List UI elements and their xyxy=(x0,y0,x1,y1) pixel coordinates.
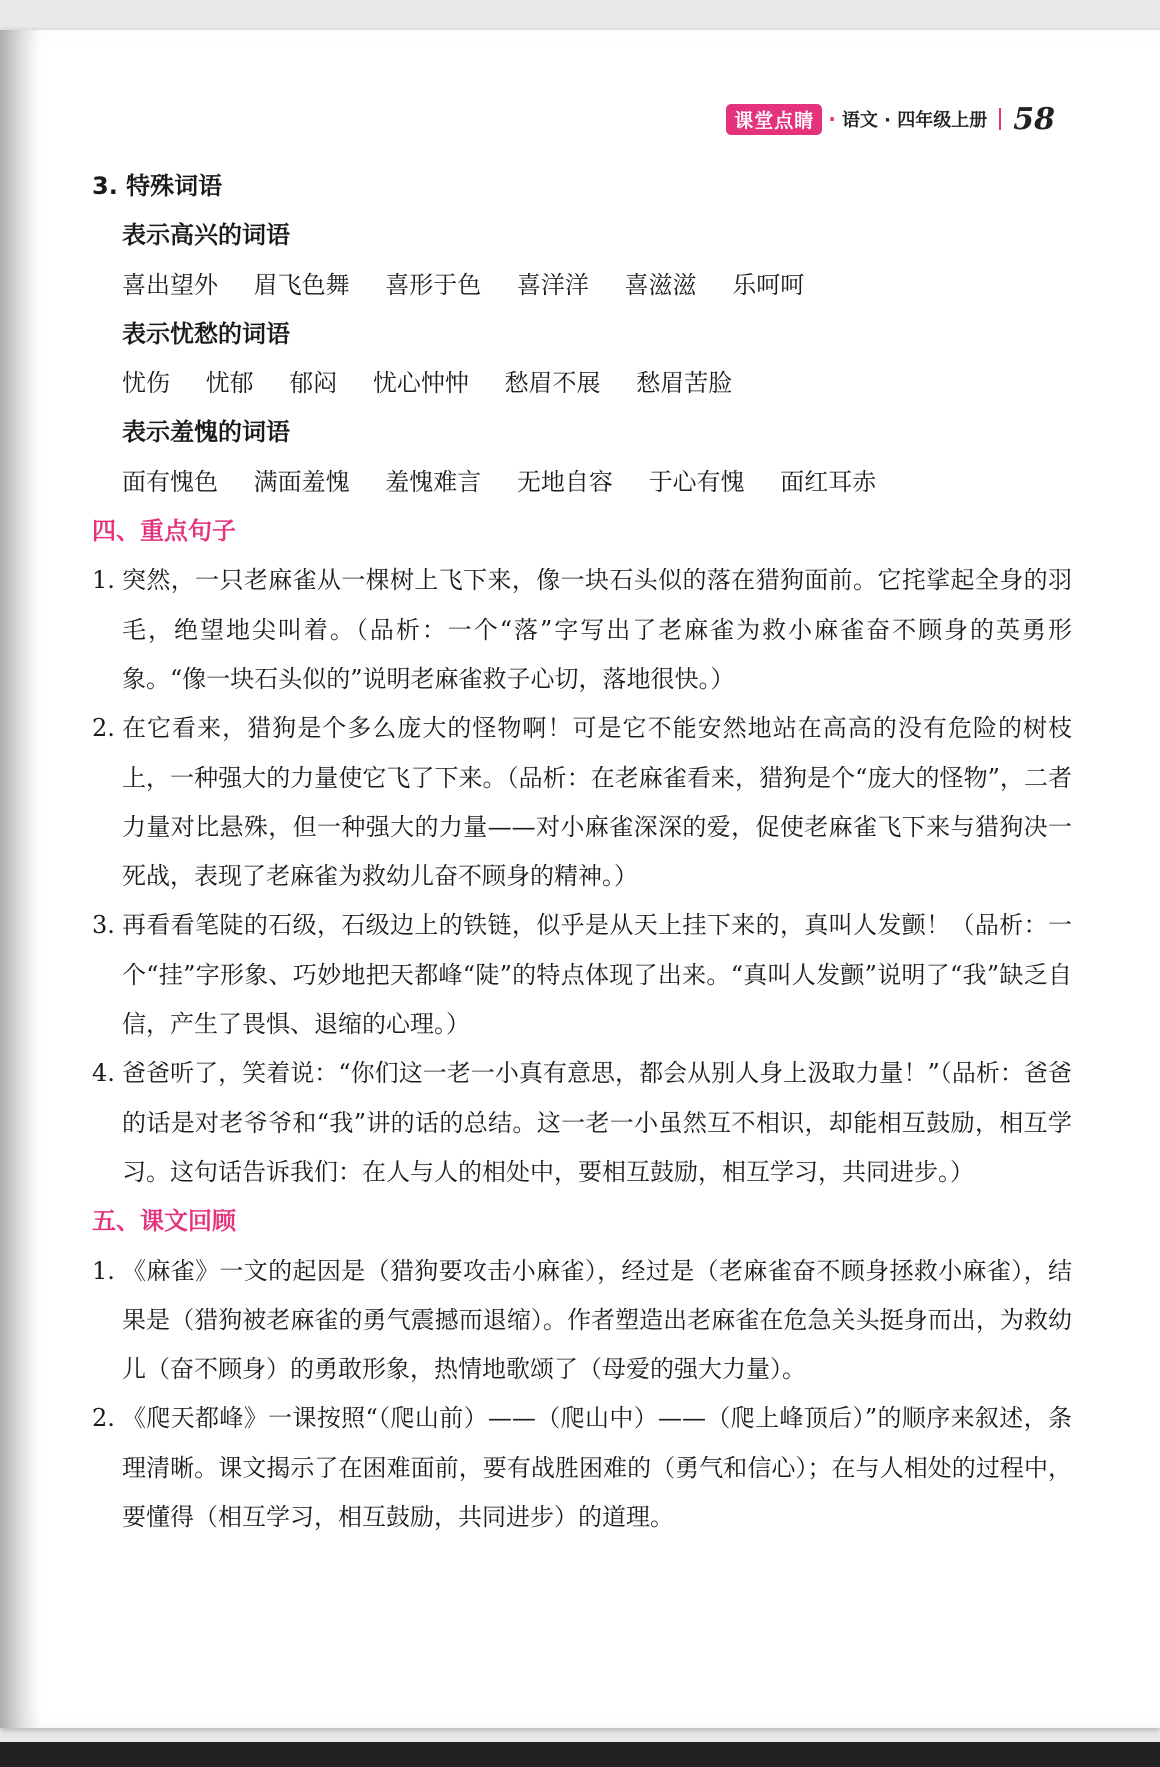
item-number: 4. xyxy=(92,1059,115,1088)
item-text: 爸爸听了，笑着说：“你们这一老一小真有意思，都会从别人身上汲取力量！”（品析：爸爸的话是对老爷爷和“我”讲的话的总结。这一老一小虽然互不相识，却能相互鼓励，相互学习。这句话告诉我们：在人与人的相处中，要相互鼓励，相互学习，共同进步。） xyxy=(122,1059,1072,1186)
key-sentence-item xyxy=(92,556,1072,704)
group-label-ashamed: 表示羞愧的词语 xyxy=(122,418,290,447)
section5-title: 五、课文回顾 xyxy=(92,1207,236,1236)
word: 郁闷 xyxy=(289,369,338,398)
bottom-bar xyxy=(0,1742,1160,1767)
item-number: 1. xyxy=(92,1256,115,1285)
word: 于心有愧 xyxy=(648,467,745,496)
group-label-happy: 表示高兴的词语 xyxy=(122,221,290,250)
key-sentence-item xyxy=(92,1049,1072,1197)
item-number: 2. xyxy=(92,1404,115,1433)
section4-title: 四、重点句子 xyxy=(92,517,236,546)
word: 忧伤 xyxy=(122,369,170,398)
word: 乐呵呵 xyxy=(732,270,805,299)
item-number: 3. xyxy=(92,911,115,940)
header-dot: · xyxy=(828,107,836,131)
word: 面红耳赤 xyxy=(780,467,877,496)
word: 忧郁 xyxy=(205,369,254,398)
header-separator xyxy=(999,108,1001,130)
word-list-happy xyxy=(92,261,1072,310)
item-text: 《麻雀》一文的起因是（猎狗要攻击小麻雀），经过是（老麻雀奋不顾身拯救小麻雀），结果是（猎狗被老麻雀的勇气震撼而退缩）。作者塑造出老麻雀在危急关头挺身而出，为救幼儿（奋不顾身）的勇敢形象，热情地歌颂了（母爱的强大力量）。 xyxy=(122,1256,1072,1384)
page-content xyxy=(92,162,1072,1542)
word: 喜出望外 xyxy=(122,270,218,299)
review-item xyxy=(92,1394,1072,1542)
section3-title: 3. 特殊词语 xyxy=(92,172,223,200)
review-item xyxy=(92,1247,1072,1395)
page-gutter-shadow xyxy=(0,30,40,1728)
word-list-ashamed xyxy=(92,458,1072,507)
item-text: 《爬天都峰》一课按照“（爬山前）——（爬山中）——（爬上峰顶后）”的顺序来叙述，条理清晰。课文揭示了在困难面前，要有战胜困难的（勇气和信心）；在与人相处的过程中，要懂得（相互学习，相互鼓励，共同进步）的道理。 xyxy=(122,1404,1072,1532)
word: 眉飞色舞 xyxy=(253,270,350,299)
group-label-sad: 表示忧愁的词语 xyxy=(122,319,290,348)
word: 愁眉苦脸 xyxy=(636,369,733,398)
word: 无地自容 xyxy=(516,467,613,496)
header-subject: 语文 · 四年级上册 xyxy=(841,110,988,131)
page-header xyxy=(726,99,1055,139)
brand-badge: 课堂点睛 xyxy=(726,104,822,135)
key-sentence-item xyxy=(92,704,1072,901)
word: 忧心忡忡 xyxy=(372,369,469,398)
word: 愁眉不展 xyxy=(504,369,601,398)
word: 喜滋滋 xyxy=(624,270,697,299)
key-sentence-item xyxy=(92,901,1072,1049)
item-text: 在它看来，猎狗是个多么庞大的怪物啊！可是它不能安然地站在高高的没有危险的树枝上，一种强大的力量使它飞了下来。（品析：在老麻雀看来，猎狗是个“庞大的怪物”，二者力量对比悬殊，但一种强大的力量——对小麻雀深深的爱，促使老麻雀飞下来与猎狗决一死战，表现了老麻雀为救幼儿奋不顾身的精神。） xyxy=(122,714,1072,891)
word: 面有愧色 xyxy=(122,467,218,496)
item-number: 1. xyxy=(92,566,115,595)
word: 羞愧难言 xyxy=(385,467,482,496)
word: 满面羞愧 xyxy=(253,467,350,496)
word-list-sad xyxy=(92,359,1072,408)
item-text: 再看看笔陡的石级，石级边上的铁链，似乎是从天上挂下来的，真叫人发颤！（品析：一个“挂”字形象、巧妙地把天都峰“陡”的特点体现了出来。“真叫人发颤”说明了“我”缺乏自信，产生了畏惧、退缩的心理。） xyxy=(122,911,1072,1039)
item-text: 突然，一只老麻雀从一棵树上飞下来，像一块石头似的落在猎狗面前。它挓挲起全身的羽毛，绝望地尖叫着。（品析：一个“落”字写出了老麻雀为救小麻雀奋不顾身的英勇形象。“像一块石头似的”说明老麻雀救子心切，落地很快。） xyxy=(122,566,1072,693)
page-number: 58 xyxy=(1013,101,1055,137)
word: 喜形于色 xyxy=(385,270,482,299)
word: 喜洋洋 xyxy=(516,270,589,299)
item-number: 2. xyxy=(92,714,115,743)
